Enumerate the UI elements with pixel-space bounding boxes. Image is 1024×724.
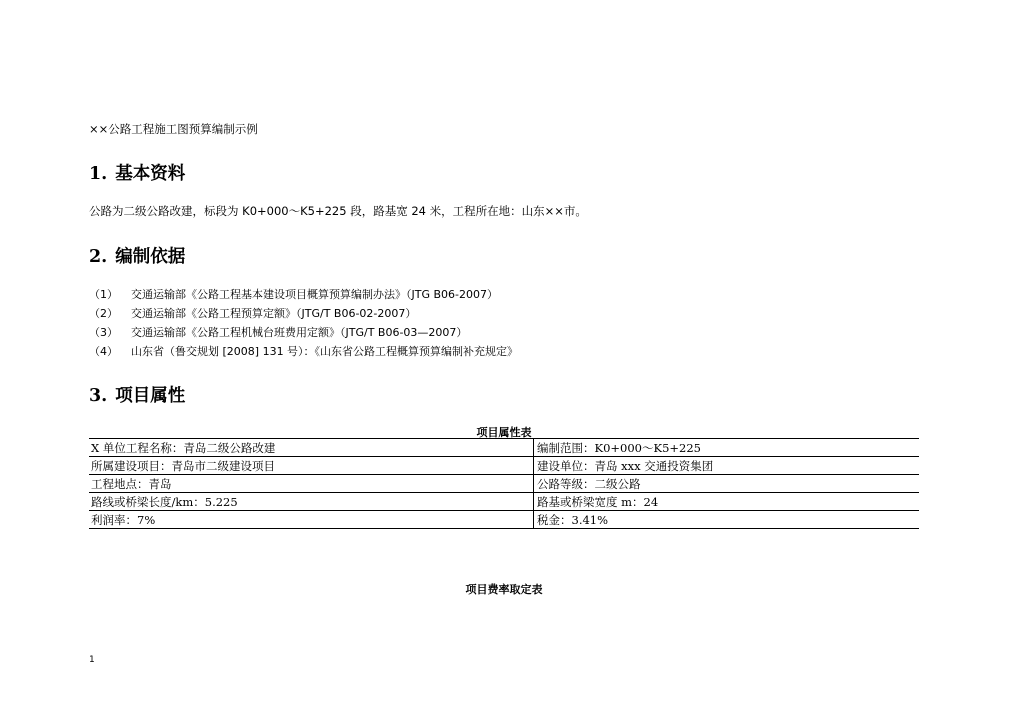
table-row [89, 511, 919, 529]
section-number: 1. [89, 164, 108, 184]
list-item [89, 323, 518, 342]
list-item [89, 285, 518, 304]
page-number: 1 [89, 655, 95, 665]
list-item-index: （4） [89, 345, 118, 358]
list-item-index: （1） [89, 288, 118, 301]
section-title: 基本资料 [115, 164, 186, 184]
table-cell: 编制范围：K0+000～K5+225 [534, 439, 920, 457]
section-title: 项目属性 [115, 386, 186, 406]
basic-info-paragraph: 公路为二级公路改建，标段为 K0+000～K5+225 段，路基宽 24 米，工程所在地：山东××市。 [89, 204, 587, 218]
table-cell: X 单位工程名称：青岛二级公路改建 [89, 439, 534, 457]
attribute-table [89, 438, 919, 529]
table-cell: 利润率：7% [89, 511, 534, 529]
document-title: ××公路工程施工图预算编制示例 [89, 122, 258, 136]
table-cell: 所属建设项目：青岛市二级建设项目 [89, 457, 534, 475]
section-heading-basis [89, 243, 185, 268]
table-cell: 路线或桥梁长度/km：5.225 [89, 493, 534, 511]
table-cell: 税金：3.41% [534, 511, 920, 529]
table-cell: 建设单位：青岛 xxx 交通投资集团 [534, 457, 920, 475]
table-row [89, 439, 919, 457]
attribute-table-caption: 项目属性表 [476, 426, 532, 439]
rate-table-caption: 项目费率取定表 [465, 583, 543, 596]
section-title: 编制依据 [115, 247, 186, 267]
table-cell: 公路等级：二级公路 [534, 475, 920, 493]
list-item-text: 交通运输部《公路工程预算定额》（JTG/T B06-02-2007） [131, 307, 417, 320]
table-row [89, 457, 919, 475]
list-item-index: （2） [89, 307, 118, 320]
table-row [89, 475, 919, 493]
table-cell: 工程地点：青岛 [89, 475, 534, 493]
list-item-text: 山东省（鲁交规划 [2008] 131 号）：《山东省公路工程概算预算编制补充规定》 [131, 345, 519, 358]
section-heading-attributes [89, 382, 185, 407]
list-item-text: 交通运输部《公路工程机械台班费用定额》（JTG/T B06-03—2007） [131, 326, 468, 339]
table-row [89, 493, 919, 511]
reference-list [89, 285, 518, 361]
list-item-index: （3） [89, 326, 118, 339]
section-number: 3. [89, 386, 108, 406]
table-cell: 路基或桥梁宽度 m：24 [534, 493, 920, 511]
list-item-text: 交通运输部《公路工程基本建设项目概算预算编制办法》（JTG B06-2007） [131, 288, 498, 301]
section-heading-basic-info [89, 160, 185, 185]
section-number: 2. [89, 247, 108, 267]
list-item [89, 342, 518, 361]
list-item [89, 304, 518, 323]
